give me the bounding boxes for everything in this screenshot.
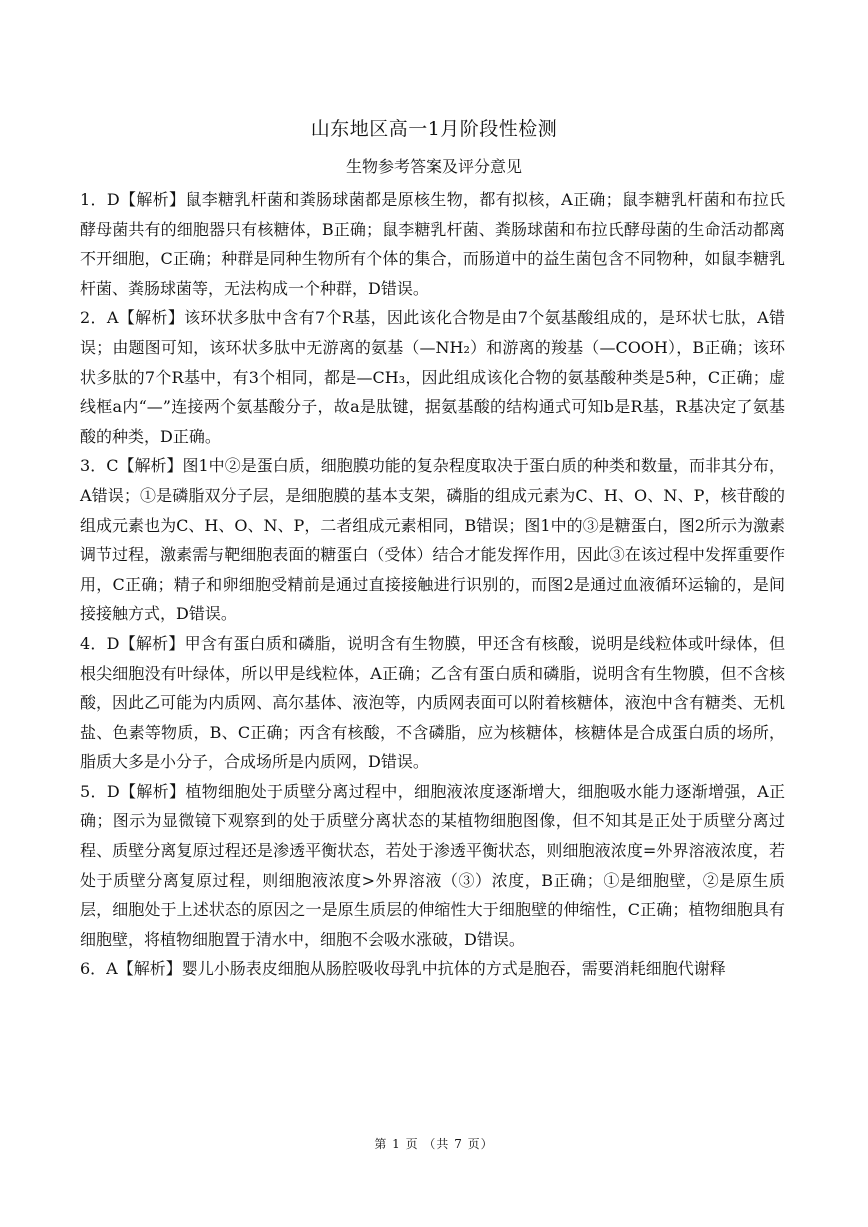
page-footer: 第 1 页 （共 7 页） bbox=[374, 1137, 494, 1151]
answer-item-1: 1．D【解析】鼠李糖乳杆菌和粪肠球菌都是原核生物，都有拟核，A正确；鼠李糖乳杆菌和布拉氏酵母菌共有的细胞器只有核糖体，B正确；鼠李糖乳杆菌、粪肠球菌和布拉氏酵母菌的生命活动都离不开细胞，C正确；种群是同种生物所有个体的集合，而肠道中的益生菌包含不同物种，如鼠李糖乳杆菌、粪肠球菌等，无法构成一个种群，D错误。 bbox=[80, 190, 785, 298]
answer-item-5: 5．D【解析】植物细胞处于质壁分离过程中，细胞液浓度逐渐增大，细胞吸水能力逐渐增强，A正确；图示为显微镜下观察到的处于质壁分离状态的某植物细胞图像，但不知其是正处于质壁分离过程、质壁分离复原过程还是渗透平衡状态，若处于渗透平衡状态，则细胞液浓度=外界溶液浓度，若处于质壁分离复原过程，则细胞液浓度>外界溶液（③）浓度，B正确；①是细胞壁，②是原生质层，细胞处于上述状态的原因之一是原生质层的伸缩性大于细胞壁的伸缩性，C正确；植物细胞具有细胞壁，将植物细胞置于清水中，细胞不会吸水涨破，D错误。 bbox=[80, 781, 785, 949]
answer-item-2: 2．A【解析】该环状多肽中含有7个R基，因此该化合物是由7个氨基酸组成的，是环状七肽，A错误；由题图可知，该环状多肽中无游离的氨基（—NH₂）和游离的羧基（—COOH），B正确；该环状多肽的7个R基中，有3个相同，都是—CH₃，因此组成该化合物的氨基酸种类是5种，C正确；虚线框a内“—”连接两个氨基酸分子，故a是肽键，据氨基酸的结构通式可知b是R基，R基决定了氨基酸的种类，D正确。 bbox=[80, 308, 785, 446]
answer-item-4: 4．D【解析】甲含有蛋白质和磷脂，说明含有生物膜，甲还含有核酸，说明是线粒体或叶绿体，但根尖细胞没有叶绿体，所以甲是线粒体，A正确；乙含有蛋白质和磷脂，说明含有生物膜，但不含核酸，因此乙可能为内质网、高尔基体、液泡等，内质网表面可以附着核糖体，液泡中含有糖类、无机盐、色素等物质，B、C正确；丙含有核酸，不含磷脂，应为核糖体，核糖体是合成蛋白质的场所，脂质大多是小分子，合成场所是内质网，D错误。 bbox=[80, 633, 785, 772]
answer-item-3: 3．C【解析】图1中②是蛋白质，细胞膜功能的复杂程度取决于蛋白质的种类和数量，而非其分布，A错误；①是磷脂双分子层，是细胞膜的基本支架，磷脂的组成元素为C、H、O、N、P，核苷酸的组成元素也为C、H、O、N、P，二者组成元素相同，B错误；图1中的③是糖蛋白，图2所示为激素调节过程，激素需与靶细胞表面的糖蛋白（受体）结合才能发挥作用，因此③在该过程中发挥重要作用，C正确；精子和卵细胞受精前是通过直接接触进行识别的，而图2是通过血液循环运输的，是间接接触方式，D错误。 bbox=[80, 456, 785, 624]
document-title: 山东地区高一1月阶段性检测 bbox=[310, 118, 558, 140]
answer-list bbox=[80, 185, 785, 984]
answer-item-6: 6．A【解析】婴儿小肠表皮细胞从肠腔吸收母乳中抗体的方式是胞吞，需要消耗细胞代谢释 bbox=[80, 959, 726, 979]
document-subtitle: 生物参考答案及评分意见 bbox=[345, 157, 522, 176]
